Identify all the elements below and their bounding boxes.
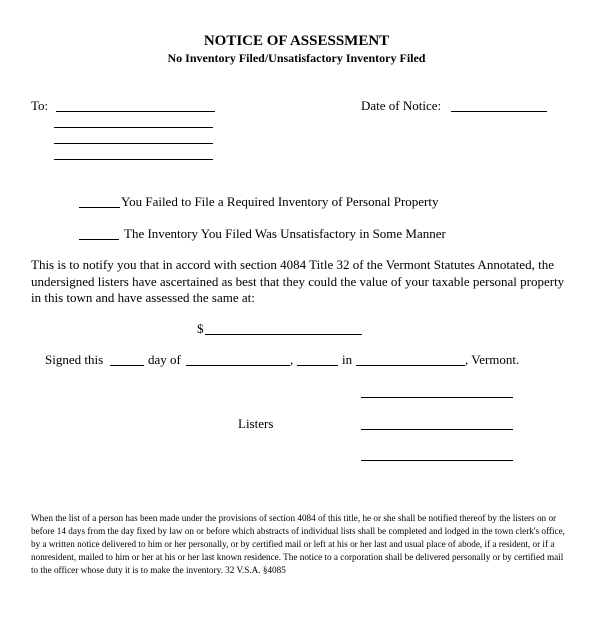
lister-signature-line-3[interactable] <box>361 460 513 461</box>
lister-signature-line-2[interactable] <box>361 429 513 430</box>
listers-label: Listers <box>238 416 274 431</box>
signed-day-line[interactable] <box>110 365 144 366</box>
unsatisfactory-check-line[interactable] <box>79 239 119 240</box>
dollar-sign: $ <box>197 321 204 336</box>
to-address-line-3[interactable] <box>54 143 213 144</box>
failed-to-file-text: You Failed to File a Required Inventory of Personal Property <box>121 194 439 209</box>
assessment-paragraph: This is to notify you that in accord with section 4084 Title 32 of the Vermont Statutes Annotated, the undersigned listers have ascertained as best that they could the value of your taxable personal property in this town and have assessed the same at: <box>31 257 565 305</box>
failed-to-file-check-line[interactable] <box>79 207 120 208</box>
to-address-line-1[interactable] <box>56 111 215 112</box>
date-of-notice-label: Date of Notice: <box>361 98 442 113</box>
to-address-line-4[interactable] <box>54 159 213 160</box>
to-label: To: <box>31 98 49 113</box>
signed-town-line[interactable] <box>356 365 465 366</box>
statute-footnote: When the list of a person has been made under the provisions of section 4084 of this title, he or she shall be notified thereof by the listers on or before 14 days from the day fixed by law on or before which abstracts of individual lists shall be completed and lodged in the town clerk's office, by a written notice delivered to him or her personally, or by certified mail or left at his or her last and usual place of abode, if a resident, or if a nonresident, mailed to him or her at his or her last known residence. The notice to a corporation shall be delivered personally or by certified mail to the officer whose duty it is to make the inventory. 32 V.S.A. §4085 <box>31 513 565 575</box>
signed-month-line[interactable] <box>186 365 290 366</box>
to-address-line-2[interactable] <box>54 127 213 128</box>
date-of-notice-line[interactable] <box>451 111 547 112</box>
unsatisfactory-text: The Inventory You Filed Was Unsatisfactory in Some Manner <box>124 226 446 241</box>
assessment-amount-line[interactable] <box>205 334 362 335</box>
comma-separator: , <box>290 352 294 367</box>
form-title: NOTICE OF ASSESSMENT <box>203 33 390 49</box>
signed-this-label: Signed this <box>45 352 104 367</box>
vermont-label: , Vermont. <box>465 352 520 367</box>
form-subtitle: No Inventory Filed/Unsatisfactory Inventory Filed <box>167 51 426 65</box>
in-label: in <box>342 352 353 367</box>
signed-year-line[interactable] <box>297 365 338 366</box>
day-of-label: day of <box>148 352 181 367</box>
lister-signature-line-1[interactable] <box>361 397 513 398</box>
